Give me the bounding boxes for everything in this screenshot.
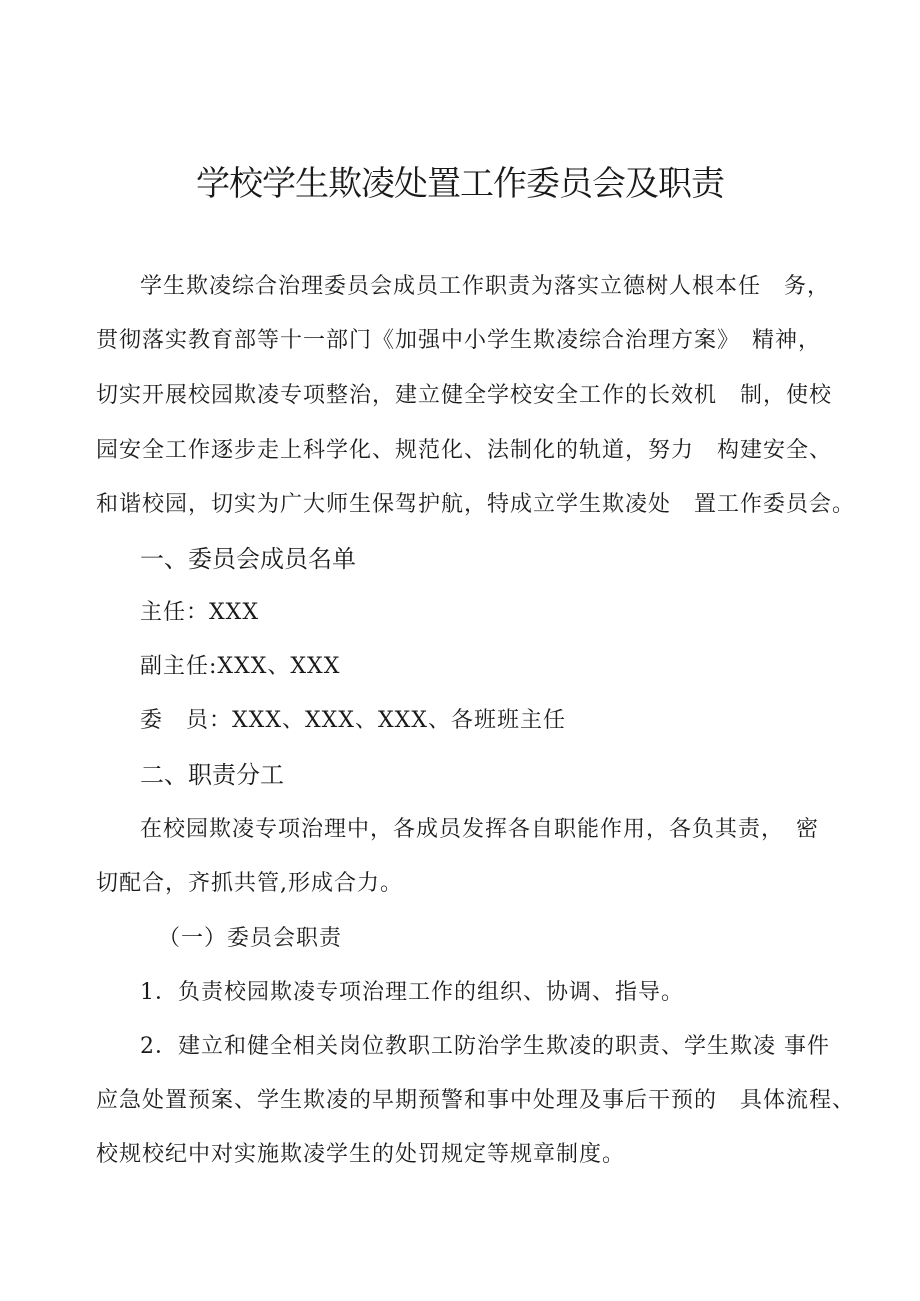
- section2-intro-line: 在校园欺凌专项治理中，各成员发挥各自职能作用，各负其责， 密: [140, 817, 820, 842]
- duty-item-1: 1．负责校园欺凌专项治理工作的组织、协调、指导。: [140, 980, 684, 1005]
- members-line: 委 员：XXX、XXX、XXX、各班班主任: [140, 708, 566, 733]
- section2-heading: 二、职责分工: [140, 761, 284, 789]
- section1-heading: 一、委员会成员名单: [140, 545, 356, 573]
- deputy-director-line: 副主任:XXX、XXX: [140, 654, 341, 679]
- section2-intro-line: 切配合，齐抓共管,形成合力。: [96, 871, 403, 896]
- duty-item-2-line: 应急处置预案、学生欺凌的早期预警和事中处理及事后干预的 具体流程、: [96, 1088, 856, 1113]
- intro-line: 学生欺凌综合治理委员会成员工作职责为落实立德树人根本任 务，: [140, 274, 831, 299]
- director-line: 主任：XXX: [140, 600, 259, 625]
- duty-item-2-line: 2．建立和健全相关岗位教职工防治学生欺凌的职责、学生欺凌 事件: [140, 1034, 830, 1059]
- intro-line: 园安全工作逐步走上科学化、规范化、法制化的轨道，努力 构建安全、: [96, 438, 833, 463]
- intro-line: 和谐校园，切实为广大师生保驾护航，特成立学生欺凌处 置工作委员会。: [96, 492, 856, 517]
- duty-item-2-line: 校规校纪中对实施欺凌学生的处罚规定等规章制度。: [96, 1142, 626, 1167]
- intro-line: 贯彻落实教育部等十一部门《加强中小学生欺凌综合治理方案》 精神，: [96, 328, 822, 353]
- document-title: 学校学生欺凌处置工作委员会及职责: [196, 164, 724, 204]
- committee-duties-subheading: （一）委员会职责: [158, 926, 343, 951]
- intro-line: 切实开展校园欺凌专项整治，建立健全学校安全工作的长效机 制，使校: [96, 383, 833, 408]
